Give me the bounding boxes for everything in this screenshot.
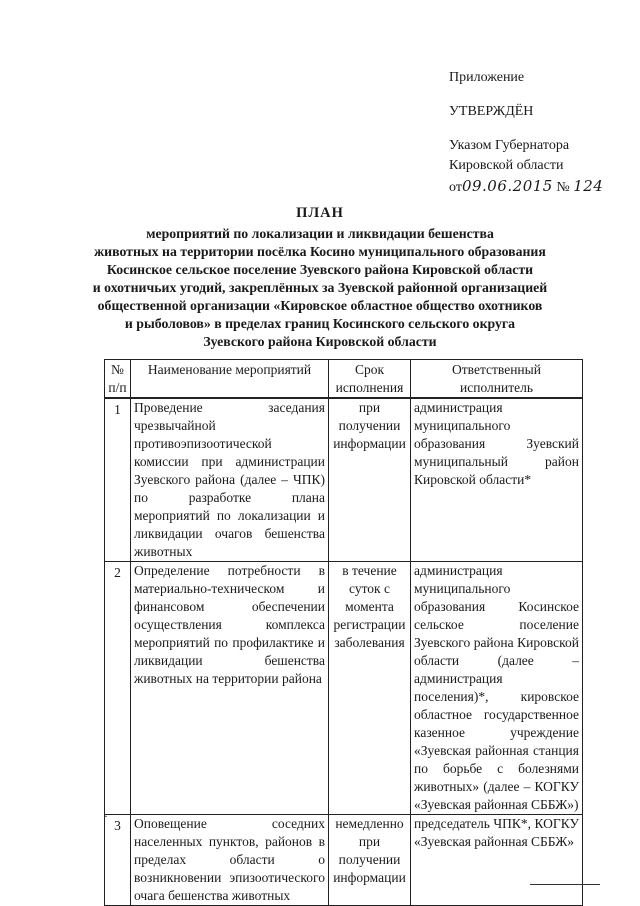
plan-subtitle: мероприятий по локализации и ликвидации бешенства животных на территории посёлка Косино муниципального образования Косинское сельское поселение Зуевского района Кировской области и охотничьих угодий, закреплённых за Зуевской районной организацией общественной организации «Кировское областное общество охотников и рыболовов» в пределах границ Косинского сельского округа Зуевского района Кировской области: [92, 226, 548, 349]
header-name: Наименование мероприятий: [131, 360, 329, 399]
decree-date-line: [449, 176, 603, 198]
row-num: 2: [105, 562, 131, 815]
plan-title: ПЛАН: [296, 205, 344, 221]
header-num: № п/п: [105, 360, 131, 399]
row-responsible: администрация муниципального образования Косинское сельское поселение Зуевского района Кировской области (далее – администрация поселения)*, кировское областное государственное казенное учреждение «Зуевская районная станция по борьбе с болезнями животных» (далее – КОГКУ «Зуевская районная СББЖ»): [411, 562, 583, 815]
row-responsible: председатель ЧПК*, КОГКУ «Зуевская районная СББЖ»: [411, 815, 583, 906]
table-row: [105, 815, 583, 906]
row-num: 3: [105, 815, 131, 906]
row-measure: Оповещение соседних населенных пунктов, районов в пределах области о возникновении эпизоотического очага бешенства животных: [131, 815, 329, 906]
table-row: [105, 562, 583, 815]
appendix-label: Приложение: [449, 70, 525, 85]
table-row: [105, 398, 583, 562]
row-responsible: администрация муниципального образования Зуевский муниципальный район Кировской области*: [411, 398, 583, 562]
row-num: 1: [105, 398, 131, 562]
decree-date: 09.06.2015: [461, 177, 553, 195]
margin-mark: ·: [104, 809, 108, 823]
measures-table: [104, 359, 583, 906]
number-sign: №: [556, 180, 570, 195]
table-header-row: [105, 360, 583, 399]
header-responsible: Ответственный исполнитель: [411, 360, 583, 399]
row-term: при получении информации: [329, 398, 411, 562]
decree-line-1: Указом Губернатора: [449, 138, 570, 153]
date-prefix: от: [449, 180, 462, 195]
row-measure: Определение потребности в материально-техническом и финансовом обеспечении осуществления комплекса мероприятий по профилактике и ликвидации бешенства животных на территории района: [131, 562, 329, 815]
approved-label: УТВЕРЖДЁН: [449, 104, 534, 119]
row-measure: Проведение заседания чрезвычайной противоэпизоотической комиссии при администрации Зуевского района (далее – ЧПК) по разработке плана мероприятий по локализации и ликвидации очагов бешенства животных: [131, 398, 329, 562]
decree-line-2: Кировской области: [449, 158, 564, 173]
footer-rule: [530, 884, 600, 885]
header-term: Срок исполнения: [329, 360, 411, 399]
row-term: в течение суток с момента регистрации заболевания: [329, 562, 411, 815]
decree-number: 124: [573, 177, 604, 195]
approval-block: [449, 68, 603, 198]
row-term: немедленно при получении информации: [329, 815, 411, 906]
